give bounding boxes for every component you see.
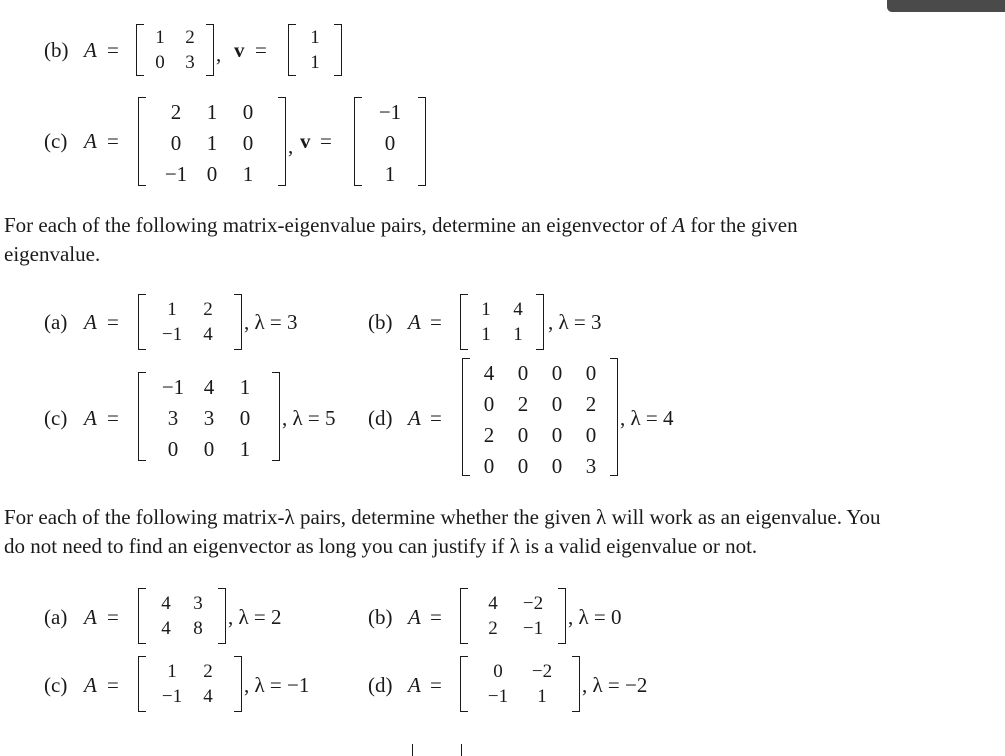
matrix-row — [470, 297, 534, 322]
matrix-entry: −1 — [161, 375, 185, 399]
top-c-label: (c) — [44, 129, 68, 153]
top-b-label: (b) — [44, 38, 69, 62]
window-corner-tab — [887, 0, 1005, 12]
s2-b-label: (b) — [368, 310, 393, 334]
matrix-table — [154, 659, 226, 709]
matrix-row — [155, 372, 263, 403]
matrix-row — [476, 659, 564, 684]
matrix-entry: 3 — [585, 454, 597, 478]
s3-d-eq: = — [430, 673, 442, 697]
matrix-entry: 1 — [384, 162, 396, 186]
matrix-row — [470, 322, 534, 347]
matrix-row — [154, 684, 226, 709]
matrix-entry: 1 — [513, 324, 523, 345]
matrix-entry: 4 — [513, 299, 523, 320]
s2-a-matrix — [138, 294, 242, 350]
matrix-row — [158, 128, 266, 159]
s2-b-matrix — [460, 294, 544, 350]
top-c-eq: = — [107, 129, 119, 153]
s3-c-label: (c) — [44, 673, 68, 697]
matrix-entry: 0 — [203, 437, 215, 461]
matrix-entry: 1 — [239, 375, 251, 399]
matrix-table — [158, 97, 266, 190]
matrix-table — [473, 591, 553, 641]
matrix-table — [472, 358, 608, 482]
matrix-entry: −1 — [161, 324, 183, 345]
matrix-table — [145, 25, 205, 75]
matrix-row — [154, 322, 226, 347]
matrix-table — [154, 297, 226, 347]
matrix-row — [473, 616, 553, 641]
matrix-entry: −1 — [161, 686, 183, 707]
matrix-entry: 2 — [203, 299, 213, 320]
s2-c-label: (c) — [44, 406, 68, 430]
matrix-row — [300, 25, 330, 50]
matrix-entry: 3 — [185, 52, 195, 73]
s3-b-matrix — [460, 588, 566, 644]
matrix-entry: −1 — [164, 162, 188, 186]
matrix-entry: 0 — [551, 361, 563, 385]
matrix-row — [370, 159, 410, 190]
matrix-entry: 0 — [551, 392, 563, 416]
matrix-row — [154, 659, 226, 684]
matrix-entry: 0 — [551, 454, 563, 478]
matrix-entry: 0 — [242, 100, 254, 124]
matrix-row — [300, 50, 330, 75]
s3-a-var: A — [84, 605, 97, 629]
matrix-entry: 2 — [203, 661, 213, 682]
matrix-table — [155, 372, 263, 465]
matrix-row — [472, 420, 608, 451]
s3-b-eq: = — [430, 605, 442, 629]
matrix-entry: 0 — [155, 52, 165, 73]
matrix-entry: 1 — [239, 437, 251, 461]
top-b-eq: = — [107, 38, 119, 62]
matrix-table — [150, 591, 214, 641]
matrix-entry: 4 — [161, 593, 171, 614]
matrix-row — [145, 50, 205, 75]
s3-c-var: A — [84, 673, 97, 697]
s2-d-matrix — [462, 358, 618, 476]
matrix-table — [476, 659, 564, 709]
s2-d-eq: = — [430, 406, 442, 430]
matrix-row — [472, 389, 608, 420]
top-b-vec-eq: = — [255, 38, 267, 62]
matrix-entry: 2 — [585, 392, 597, 416]
matrix-entry: 1 — [167, 661, 177, 682]
matrix-entry: 0 — [483, 392, 495, 416]
matrix-row — [472, 358, 608, 389]
top-c-vec-eq: = — [320, 129, 332, 153]
matrix-entry: 4 — [483, 361, 495, 385]
matrix-row — [476, 684, 564, 709]
matrix-entry: 4 — [161, 618, 171, 639]
matrix-entry: 8 — [193, 618, 203, 639]
s2-a-var: A — [84, 310, 97, 334]
matrix-entry: 4 — [203, 324, 213, 345]
s2-b-eq: = — [430, 310, 442, 334]
matrix-entry: 0 — [242, 131, 254, 155]
matrix-entry: 0 — [517, 361, 529, 385]
matrix-entry: −2 — [531, 661, 553, 682]
matrix-row — [150, 616, 214, 641]
s2-c-lambda: , λ = 5 — [282, 406, 336, 430]
matrix-entry: 1 — [310, 27, 320, 48]
matrix-entry: 4 — [203, 375, 215, 399]
matrix-entry: 1 — [206, 100, 218, 124]
matrix-entry: 1 — [481, 299, 491, 320]
matrix-entry: 2 — [170, 100, 182, 124]
s3-b-lambda: , λ = 0 — [568, 605, 622, 629]
matrix-entry: −2 — [522, 593, 544, 614]
matrix-entry: 0 — [483, 454, 495, 478]
s3-c-lambda: , λ = −1 — [244, 673, 310, 697]
matrix-row — [472, 451, 608, 482]
s2-c-matrix — [138, 372, 280, 461]
matrix-row — [145, 25, 205, 50]
matrix-row — [154, 297, 226, 322]
s3-d-var: A — [408, 673, 421, 697]
top-c-sep: , — [288, 134, 294, 158]
s2-d-label: (d) — [368, 406, 393, 430]
top-b-vec: v — [234, 38, 245, 62]
s2-d-lambda: , λ = 4 — [620, 406, 674, 430]
s3-a-label: (a) — [44, 605, 68, 629]
matrix-entry: 0 — [493, 661, 503, 682]
matrix-entry: −1 — [378, 100, 402, 124]
matrix-row — [473, 591, 553, 616]
top-b-vector — [288, 24, 342, 76]
s3-a-eq: = — [107, 605, 119, 629]
matrix-row — [155, 434, 263, 465]
matrix-entry: 0 — [585, 361, 597, 385]
s2-b-var: A — [408, 310, 421, 334]
s3-c-eq: = — [107, 673, 119, 697]
top-c-var: A — [84, 129, 97, 153]
top-c-vector — [354, 97, 426, 186]
s3-b-label: (b) — [368, 605, 393, 629]
matrix-entry: 1 — [310, 52, 320, 73]
matrix-row — [155, 403, 263, 434]
matrix-entry: 2 — [488, 618, 498, 639]
s2-c-eq: = — [107, 406, 119, 430]
matrix-entry: 0 — [551, 423, 563, 447]
s3-c-matrix — [138, 656, 242, 712]
matrix-entry: 1 — [206, 131, 218, 155]
s2-d-var: A — [408, 406, 421, 430]
top-c-vec: v — [300, 129, 311, 153]
matrix-row — [150, 591, 214, 616]
s3-a-matrix — [138, 588, 226, 644]
matrix-entry: 4 — [203, 686, 213, 707]
matrix-entry: 3 — [167, 406, 179, 430]
next-matrix-bracket-partial — [412, 744, 462, 756]
matrix-entry: 1 — [155, 27, 165, 48]
matrix-entry: 0 — [170, 131, 182, 155]
matrix-entry: −1 — [487, 686, 509, 707]
matrix-entry: 0 — [517, 454, 529, 478]
matrix-entry: 1 — [481, 324, 491, 345]
s3-b-var: A — [408, 605, 421, 629]
matrix-entry: 0 — [517, 423, 529, 447]
matrix-entry: 0 — [239, 406, 251, 430]
matrix-table — [370, 97, 410, 190]
matrix-entry: 2 — [517, 392, 529, 416]
matrix-entry: 3 — [203, 406, 215, 430]
matrix-entry: 0 — [206, 162, 218, 186]
s2-a-eq: = — [107, 310, 119, 334]
matrix-entry: 3 — [193, 593, 203, 614]
matrix-table — [300, 25, 330, 75]
matrix-entry: 1 — [242, 162, 254, 186]
top-b-sep: , — [216, 42, 222, 66]
matrix-row — [158, 97, 266, 128]
matrix-row — [370, 128, 410, 159]
top-b-matrix — [136, 24, 214, 76]
s3-d-matrix — [460, 656, 580, 712]
matrix-entry: 2 — [483, 423, 495, 447]
matrix-entry: 0 — [167, 437, 179, 461]
matrix-entry: 0 — [384, 131, 396, 155]
matrix-table — [470, 297, 534, 347]
top-c-matrix — [138, 97, 286, 186]
matrix-entry: 4 — [488, 593, 498, 614]
matrix-entry: −1 — [522, 618, 544, 639]
section2-intro: For each of the following matrix-eigenvalue pairs, determine an eigenvector of A for the given eigenvalue. — [4, 213, 798, 266]
s3-d-label: (d) — [368, 673, 393, 697]
s2-b-lambda: , λ = 3 — [548, 310, 602, 334]
matrix-row — [158, 159, 266, 190]
s3-d-lambda: , λ = −2 — [582, 673, 648, 697]
s2-c-var: A — [84, 406, 97, 430]
s2-a-lambda: , λ = 3 — [244, 310, 298, 334]
s2-a-label: (a) — [44, 310, 68, 334]
section3-intro: For each of the following matrix-λ pairs, determine whether the given λ will work as an eigenvalue. You do not need to find an eigenvector as long you can justify if λ is a valid eigenvalue or not. — [4, 505, 881, 558]
matrix-entry: 1 — [537, 686, 547, 707]
top-b-var: A — [84, 38, 97, 62]
s3-a-lambda: , λ = 2 — [228, 605, 282, 629]
matrix-entry: 2 — [185, 27, 195, 48]
matrix-entry: 1 — [167, 299, 177, 320]
matrix-entry: 0 — [585, 423, 597, 447]
matrix-row — [370, 97, 410, 128]
